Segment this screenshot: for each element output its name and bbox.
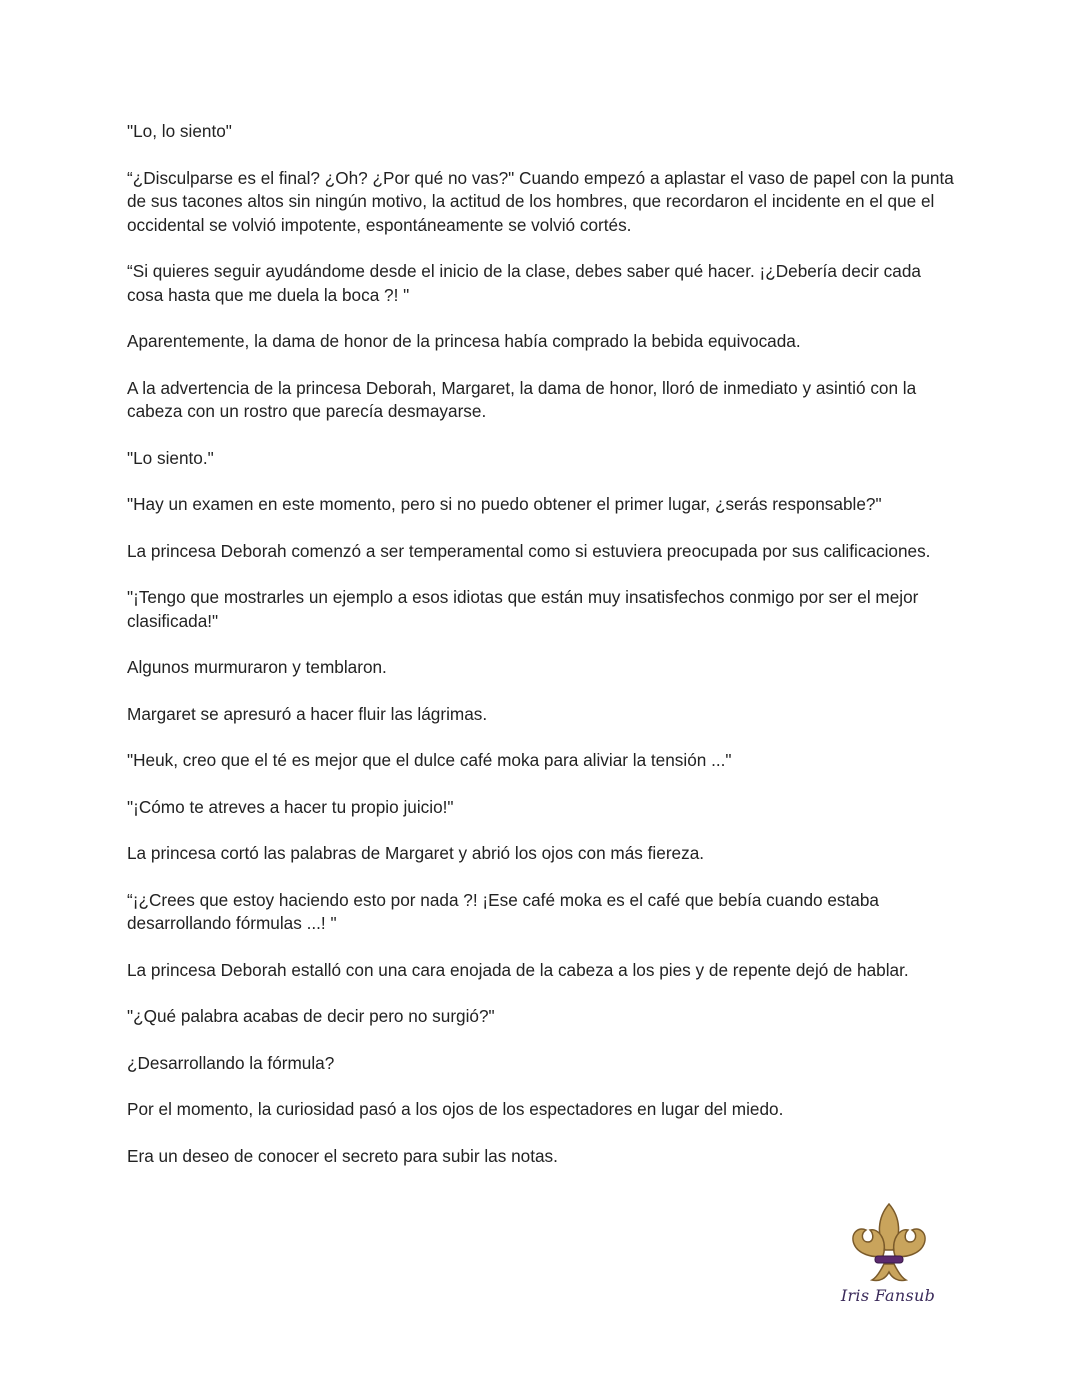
paragraph: "¿Qué palabra acabas de decir pero no surgió?": [127, 1006, 495, 1026]
paragraph: A la advertencia de la princesa Deborah, Margaret, la dama de honor, lloró de inmediato y asintió con la cabeza con un rostro que parecía desmayarse.: [127, 377, 917, 421]
paragraph: Aparentemente, la dama de honor de la princesa había comprado la bebida equivocada.: [127, 331, 801, 351]
paragraph: "Lo, lo siento": [127, 121, 232, 141]
paragraph: "Hay un examen en este momento, pero si no puedo obtener el primer lugar, ¿serás responsable?": [127, 494, 882, 514]
paragraph: “¿Disculparse es el final? ¿Oh? ¿Por qué no vas?" Cuando empezó a aplastar el vaso de papel con la punta de sus tacones altos sin ningún motivo, la actitud de los hombres, que recordaron el incidente en el que el occidental se volvió impotente, espontáneamente se volvió cortés.: [127, 167, 954, 235]
paragraph: "Heuk, creo que el té es mejor que el dulce café moka para aliviar la tensión ...": [127, 750, 732, 770]
paragraph: Algunos murmuraron y temblaron.: [127, 657, 387, 677]
paragraph: Por el momento, la curiosidad pasó a los ojos de los espectadores en lugar del miedo.: [127, 1099, 784, 1119]
paragraph: “¡¿Crees que estoy haciendo esto por nada ?! ¡Ese café moka es el café que bebía cuando estaba desarrollando fórmulas ...! ": [127, 889, 879, 933]
fansub-logo: [838, 1200, 948, 1320]
paragraph: Era un deseo de conocer el secreto para subir las notas.: [127, 1145, 558, 1166]
paragraph: “Si quieres seguir ayudándome desde el inicio de la clase, debes saber qué hacer. ¡¿Debería decir cada cosa hasta que me duela la boca ?! ": [127, 261, 921, 305]
paragraph: Margaret se apresuró a hacer fluir las lágrimas.: [127, 703, 488, 724]
logo-text: Iris Fansub: [840, 1286, 936, 1305]
paragraph: "Lo siento.": [127, 447, 214, 468]
paragraph: ¿Desarrollando la fórmula?: [127, 1052, 335, 1073]
fleur-de-lis-icon: [844, 1200, 934, 1290]
paragraph: La princesa Deborah comenzó a ser temperamental como si estuviera preocupada por sus calificaciones.: [127, 540, 931, 561]
paragraph: La princesa cortó las palabras de Margaret y abrió los ojos con más fiereza.: [127, 843, 705, 863]
paragraph: La princesa Deborah estalló con una cara enojada de la cabeza a los pies y de repente dejó de hablar.: [127, 959, 909, 980]
paragraph: "¡Tengo que mostrarles un ejemplo a esos idiotas que están muy insatisfechos conmigo por ser el mejor clasificada!": [127, 587, 919, 631]
document-body: [127, 120, 957, 1191]
paragraph: "¡Cómo te atreves a hacer tu propio juicio!": [127, 796, 454, 817]
